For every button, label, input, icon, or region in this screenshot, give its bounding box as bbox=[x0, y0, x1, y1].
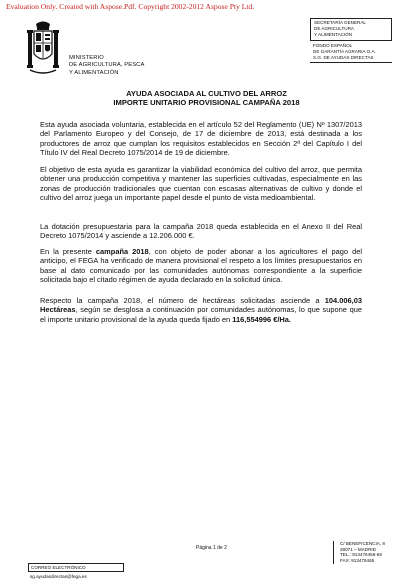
paragraph bbox=[40, 222, 362, 241]
title-line: IMPORTE UNITARIO PROVISIONAL CAMPAÑA 2018 bbox=[113, 98, 300, 108]
paragraph-text: Respecto la campaña 2018, el número de hectáreas solicitadas asciende a bbox=[40, 296, 325, 305]
paragraph-text: La dotación presupuestaria para la campaña 2018 queda establecida en el Anexo II del Real Decreto 1075/2014 y asciende a 12.206.000 €. bbox=[40, 222, 362, 241]
paragraph-text: , según se desglosa a continuación por comunidades autónomas, lo que supone que el importe unitario provisional de la ayuda queda fijado en bbox=[40, 305, 362, 324]
paragraph bbox=[40, 165, 362, 202]
secretariat-line: DE AGRICULTURA bbox=[314, 26, 354, 31]
watermark-text: Evaluation Only. Created with Aspose.Pdf. Copyright 2002-2012 Aspose Pty Ltd. bbox=[6, 2, 255, 11]
paragraph-text: Esta ayuda asociada voluntaria, establecida en el artículo 52 del Reglamento (UE) Nº 1307/2013 del Parlamento Europeo y del Consejo, de 17 de diciembre de 2013, está destinada a los productores de arroz que cumplan los requisitos establecidos en Sección 2ª del Capítulo I del Título IV del Real Decreto 1075/2014 de 19 de diciembre. bbox=[40, 120, 362, 157]
campaign-highlight: campaña 2018 bbox=[95, 247, 149, 256]
secretariat-line: SECRETARÍA GENERAL bbox=[314, 20, 366, 25]
secretariat-line: Y ALIMENTACIÓN bbox=[314, 32, 353, 37]
address-line: C/ BENEFICENCIA, 8 bbox=[340, 541, 385, 546]
address-line: 28071 – MADRID bbox=[340, 546, 377, 552]
paragraph-text: , con objeto de poder abonar a los agricultores el pago del anticipo, el FEGA ha verificado de manera provisional el respeto a los límites presupuestarios en base al dato comunicado por las comunidades autónomas correspondiente a la superficie solicitada bajo el citado régimen de ayuda declarado en la solicitud única. bbox=[40, 247, 363, 284]
coat-of-arms-logo bbox=[26, 20, 60, 78]
agency-header-box bbox=[310, 18, 392, 63]
paragraph-text: El objetivo de esta ayuda es garantizar la viabilidad económica del cultivo del arroz, que permita obtener una producción competitiva y mantener las superficies cultivadas, especialmente en las zonas de producción tradicionales que cuentan con escasas alternativas de cultivo y donde el cultivo del arroz juega un importante papel desde el punto de vista medioambiental. bbox=[40, 165, 362, 202]
ministry-line: MINISTERIO bbox=[69, 55, 104, 61]
secretariat-box bbox=[310, 18, 392, 40]
paragraph bbox=[40, 120, 362, 157]
fega-line: FONDO ESPAÑOL bbox=[313, 43, 353, 48]
address-line: FAX: 913476465 bbox=[340, 558, 375, 564]
address-block bbox=[333, 541, 385, 564]
email-label: CORREO ELECTRÓNICO bbox=[28, 563, 124, 572]
unit-amount-highlight: 116,554996 €/Ha. bbox=[232, 314, 291, 324]
email-address: sg.ayudasdirectas@fega.es bbox=[30, 574, 87, 579]
ministry-name bbox=[69, 55, 144, 77]
hectares-highlight: 104.006,03 Hectáreas bbox=[40, 296, 362, 315]
ministry-line: DE AGRICULTURA, PESCA bbox=[69, 62, 145, 69]
paragraph bbox=[40, 296, 362, 324]
address-line: TEL.: 913476466-68 bbox=[340, 552, 382, 558]
fega-line: DE GARANTÍA AGRARIA O.A. bbox=[313, 49, 376, 54]
ministry-line: Y ALIMENTACIÓN bbox=[69, 69, 119, 76]
fega-box bbox=[310, 40, 392, 62]
page-number: Página 1 de 2 bbox=[196, 545, 227, 551]
paragraph bbox=[40, 247, 362, 284]
document-title bbox=[0, 89, 413, 108]
fega-line: S.G. DE AYUDAS DIRECTAS bbox=[313, 55, 374, 60]
paragraph-text: En la presente bbox=[40, 247, 96, 256]
title-line: AYUDA ASOCIADA AL CULTIVO DEL ARROZ bbox=[126, 89, 287, 98]
